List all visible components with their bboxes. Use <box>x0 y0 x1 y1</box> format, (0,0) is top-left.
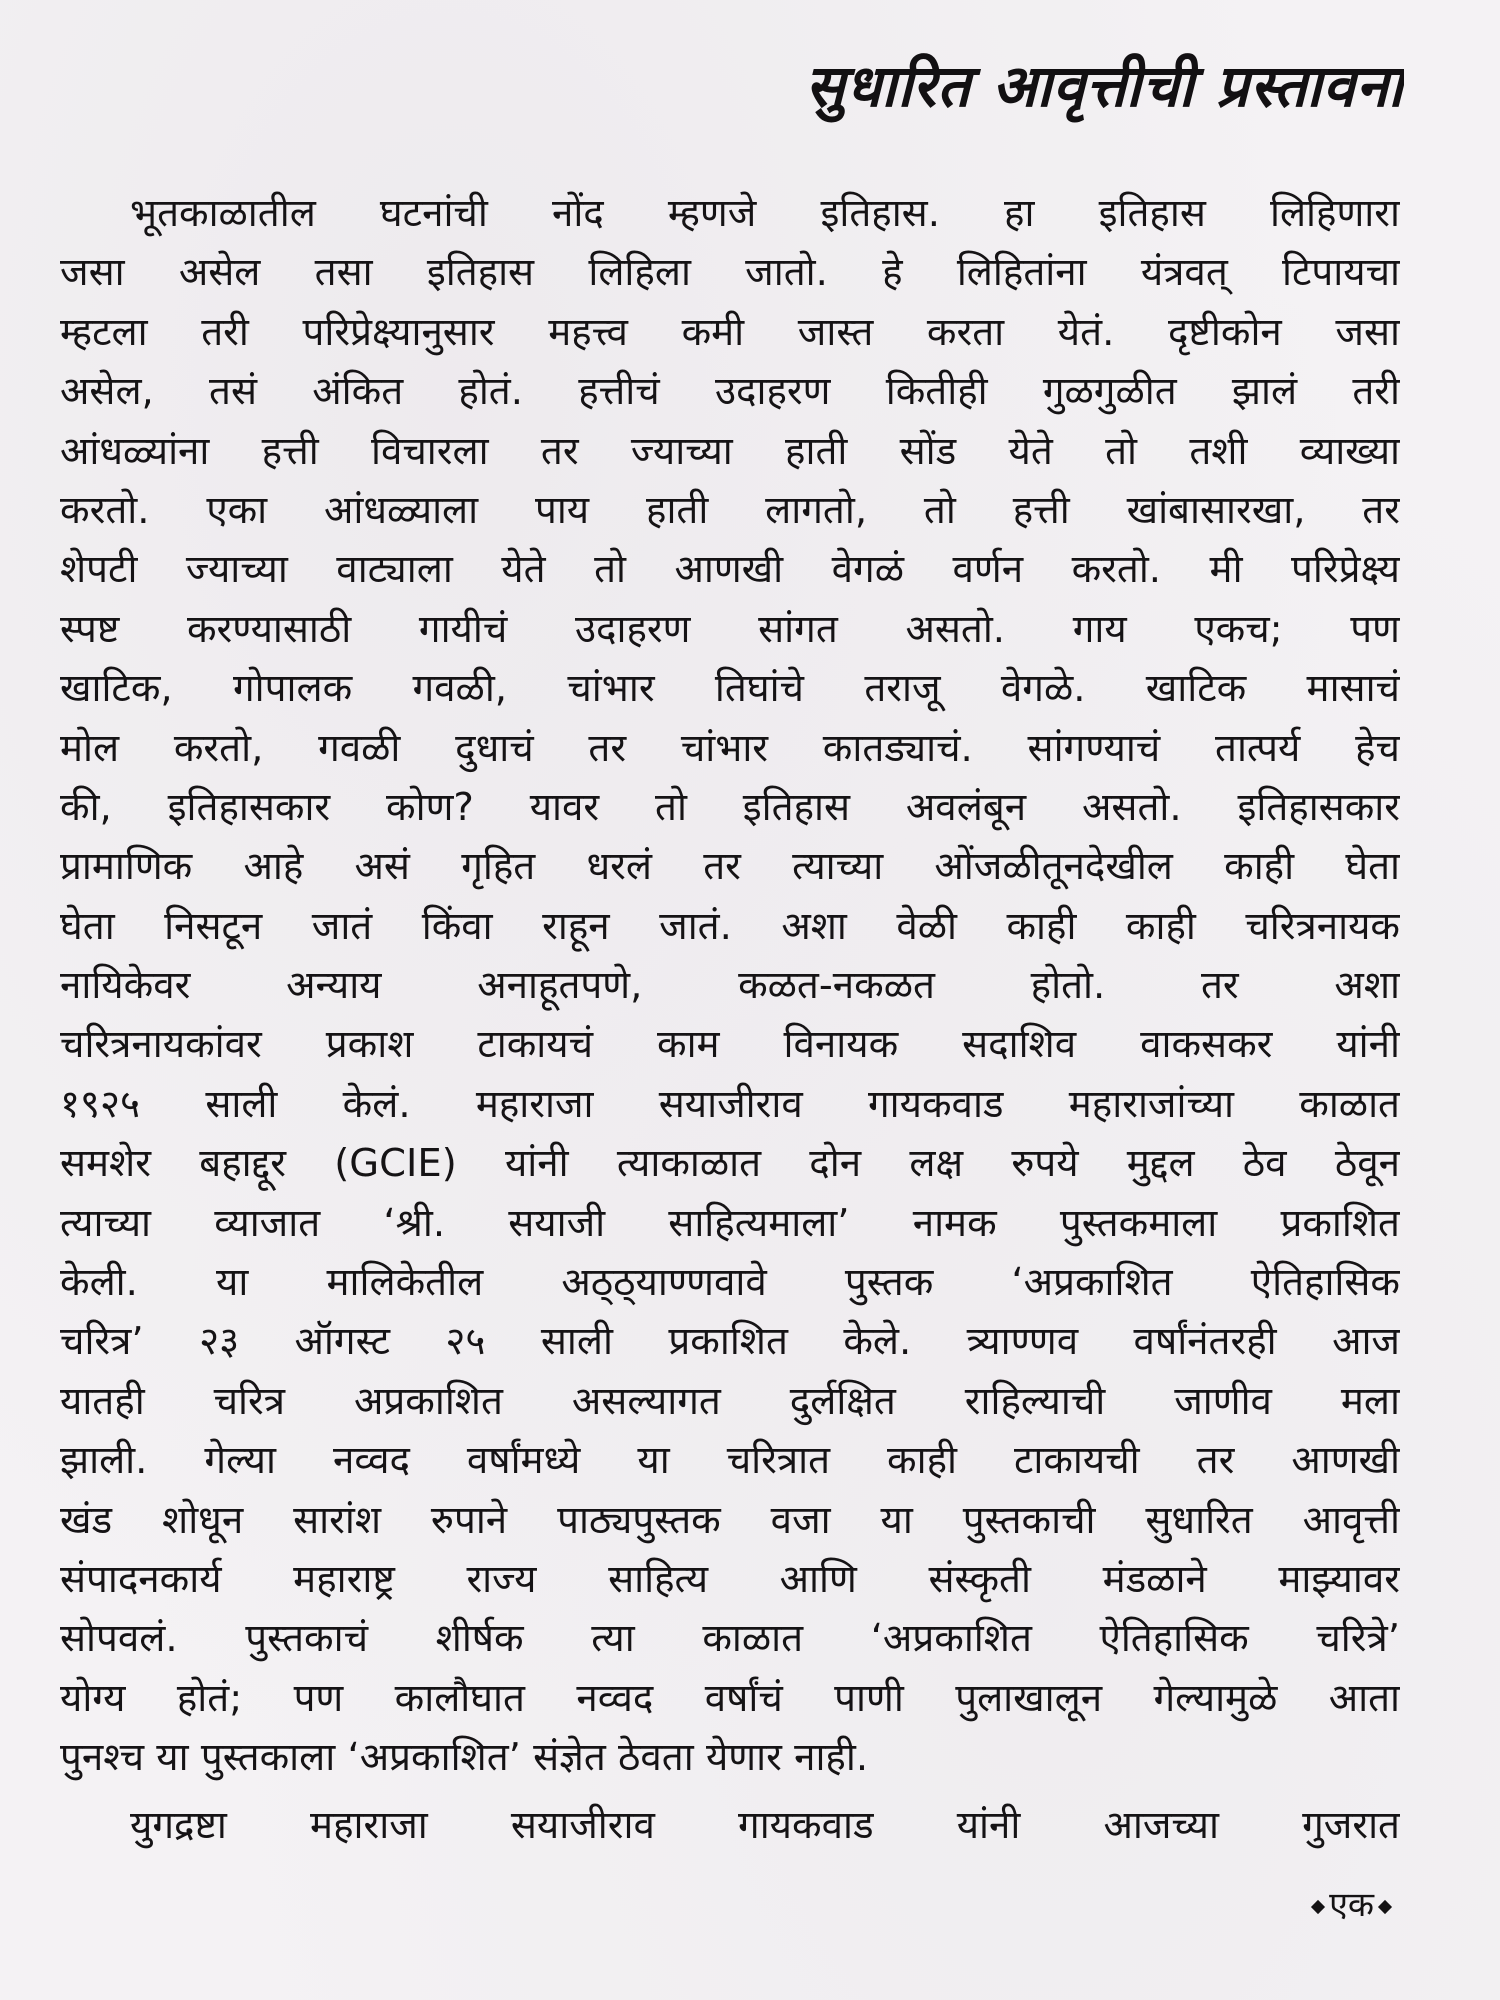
page-number <box>1307 1880 1396 1930</box>
text-line: युगद्रष्टा महाराजा सयाजीराव गायकवाड यांनी आजच्या गुजरात <box>130 1802 1400 1848</box>
diamond-ornament-icon <box>1311 1899 1325 1913</box>
text-line: संपादनकार्य महाराष्ट्र राज्य साहित्य आणि संस्कृती मंडळाने माझ्यावर <box>60 1556 1400 1602</box>
text-line: पुनश्च या पुस्तकाला ‘अप्रकाशित’ संज्ञेत ठेवता येणार नाही. <box>60 1735 869 1781</box>
body-text <box>60 184 1400 1855</box>
text-line: त्याच्या व्याजात ‘श्री. सयाजी साहित्यमाला’ नामक पुस्तकमाला प्रकाशित <box>60 1200 1400 1246</box>
text-line: प्रामाणिक आहे असं गृहित धरलं तर त्याच्या ओंजळीतूनदेखील काही घेता <box>60 844 1400 890</box>
text-line: घेता निसटून जातं किंवा राहून जातं. अशा वेळी काही काही चरित्रनायक <box>60 903 1400 949</box>
paragraph-2 <box>60 1796 1400 1855</box>
text-line: आंधळ्यांना हत्ती विचारला तर ज्याच्या हाती सोंड येते तो तशी व्याख्या <box>60 428 1400 474</box>
page-title: सुधारित आवृत्तीची प्रस्तावना <box>805 52 1404 120</box>
text-line: १९२५ साली केलं. महाराजा सयाजीराव गायकवाड महाराजांच्या काळात <box>60 1081 1400 1127</box>
text-line: नायिकेवर अन्याय अनाहूतपणे, कळत-नकळत होतो. तर अशा <box>60 963 1400 1009</box>
text-line: केली. या मालिकेतील अठ्ठ्याण्णवावे पुस्तक ‘अप्रकाशित ऐतिहासिक <box>60 1260 1400 1306</box>
text-line: चरित्रनायकांवर प्रकाश टाकायचं काम विनायक सदाशिव वाकसकर यांनी <box>60 1022 1400 1068</box>
page-number-label: एक <box>1329 1885 1374 1925</box>
text-line: खंड शोधून सारांश रुपाने पाठ्यपुस्तक वजा या पुस्तकाची सुधारित आवृत्ती <box>60 1497 1400 1543</box>
text-line: करतो. एका आंधळ्याला पाय हाती लागतो, तो हत्ती खांबासारखा, तर <box>60 487 1400 533</box>
text-line: योग्य होतं; पण कालौघात नव्वद वर्षांचं पाणी पुलाखालून गेल्यामुळे आता <box>60 1675 1400 1721</box>
text-line: की, इतिहासकार कोण? यावर तो इतिहास अवलंबून असतो. इतिहासकार <box>60 784 1400 830</box>
text-line: शेपटी ज्याच्या वाट्याला येते तो आणखी वेगळं वर्णन करतो. मी परिप्रेक्ष्य <box>60 547 1400 593</box>
text-line: समशेर बहाद्दूर (GCIE) यांनी त्याकाळात दोन लक्ष रुपये मुद्दल ठेव ठेवून <box>60 1141 1400 1187</box>
text-line: सोपवलं. पुस्तकाचं शीर्षक त्या काळात ‘अप्रकाशित ऐतिहासिक चरित्रे’ <box>60 1616 1400 1662</box>
text-line: चरित्र’ २३ ऑगस्ट २५ साली प्रकाशित केले. त्र्याण्णव वर्षांनंतरही आज <box>60 1319 1400 1365</box>
paragraph-1 <box>60 184 1400 1788</box>
text-line: यातही चरित्र अप्रकाशित असल्यागत दुर्लक्षित राहिल्याची जाणीव मला <box>60 1378 1400 1424</box>
text-line: म्हटला तरी परिप्रेक्ष्यानुसार महत्त्व कमी जास्त करता येतं. दृष्टीकोन जसा <box>60 309 1400 355</box>
diamond-ornament-icon <box>1378 1899 1392 1913</box>
text-line: मोल करतो, गवळी दुधाचं तर चांभार कातड्याचं. सांगण्याचं तात्पर्य हेच <box>60 725 1400 771</box>
text-line: भूतकाळातील घटनांची नोंद म्हणजे इतिहास. हा इतिहास लिहिणारा <box>130 191 1400 236</box>
text-line: जसा असेल तसा इतिहास लिहिला जातो. हे लिहितांना यंत्रवत् टिपायचा <box>60 250 1400 296</box>
text-line: स्पष्ट करण्यासाठी गायीचं उदाहरण सांगत असतो. गाय एकच; पण <box>60 606 1400 652</box>
text-line: खाटिक, गोपालक गवळी, चांभार तिघांचे तराजू वेगळे. खाटिक मासाचं <box>60 666 1400 712</box>
text-line: झाली. गेल्या नव्वद वर्षांमध्ये या चरित्रात काही टाकायची तर आणखी <box>60 1438 1400 1484</box>
text-line: असेल, तसं अंकित होतं. हत्तीचं उदाहरण कितीही गुळगुळीत झालं तरी <box>60 369 1400 415</box>
